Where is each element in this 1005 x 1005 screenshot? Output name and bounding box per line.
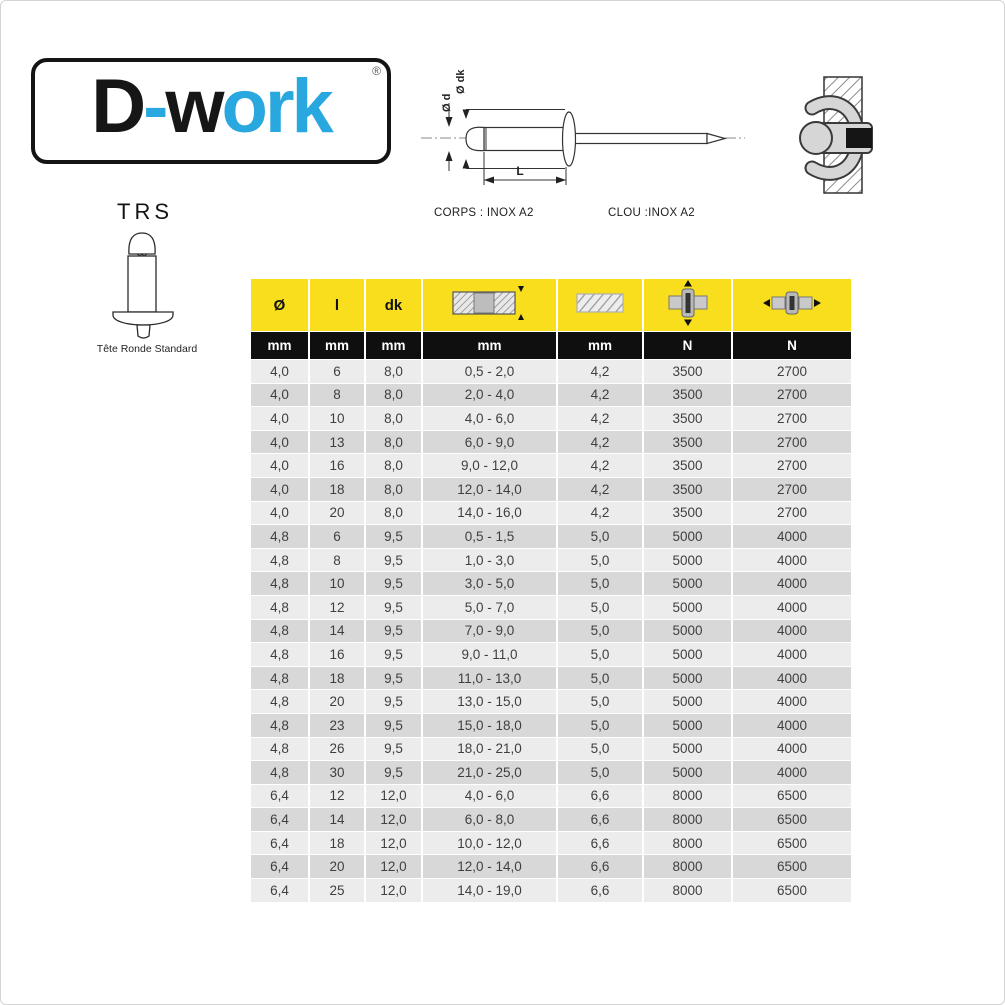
nail-material-label: CLOU :INOX A2 xyxy=(608,207,695,219)
table-row xyxy=(251,407,851,430)
table-row xyxy=(251,690,851,713)
spec-cell: 5,0 xyxy=(558,572,642,595)
spec-cell: 9,5 xyxy=(366,714,421,737)
spec-cell: 9,5 xyxy=(366,549,421,572)
spec-cell: 10 xyxy=(310,572,364,595)
spec-cell: 6500 xyxy=(733,785,851,808)
mandrel-remnant xyxy=(846,128,872,148)
spec-cell: 6,4 xyxy=(251,808,308,831)
spec-cell: 4,8 xyxy=(251,549,308,572)
spec-cell: 20 xyxy=(310,502,364,525)
spec-cell: 5,0 xyxy=(558,667,642,690)
spec-cell: 9,5 xyxy=(366,572,421,595)
spec-cell: 4000 xyxy=(733,714,851,737)
spec-cell: 9,5 xyxy=(366,667,421,690)
table-row xyxy=(251,855,851,878)
spec-cell: 4000 xyxy=(733,761,851,784)
units-header-row xyxy=(251,332,851,359)
spec-cell: 4,2 xyxy=(558,478,642,501)
column-header-clamping-range xyxy=(423,279,556,331)
spec-cell: 4,2 xyxy=(558,407,642,430)
column-header-head-diameter: dk xyxy=(366,279,421,331)
spec-cell: 9,5 xyxy=(366,761,421,784)
spec-cell: 16 xyxy=(310,454,364,477)
spec-cell: 26 xyxy=(310,738,364,761)
table-row xyxy=(251,620,851,643)
spec-cell: 5,0 xyxy=(558,596,642,619)
spec-cell: 13,0 - 15,0 xyxy=(423,690,556,713)
spec-cell: 4,8 xyxy=(251,620,308,643)
spec-cell: 6,4 xyxy=(251,785,308,808)
spec-cell: 4,0 xyxy=(251,360,308,383)
spec-cell: 12,0 xyxy=(366,855,421,878)
brand-logo xyxy=(31,58,391,164)
spec-cell: 5000 xyxy=(644,761,731,784)
spec-cell: 6500 xyxy=(733,855,851,878)
spec-cell: 5000 xyxy=(644,738,731,761)
symbol-header-row xyxy=(251,279,851,331)
spec-cell: 4000 xyxy=(733,690,851,713)
table-row xyxy=(251,549,851,572)
tensile-strength-icon xyxy=(763,288,821,318)
spec-cell: 4,2 xyxy=(558,360,642,383)
spec-cell: 2700 xyxy=(733,407,851,430)
arrow-left xyxy=(484,177,494,184)
body-material-label: CORPS : INOX A2 xyxy=(434,207,534,219)
stem xyxy=(137,325,150,338)
mandrel-tip xyxy=(707,134,725,144)
spec-cell: 8,0 xyxy=(366,407,421,430)
spec-cell: 4000 xyxy=(733,549,851,572)
spec-cell: 6,4 xyxy=(251,855,308,878)
spec-cell: 4000 xyxy=(733,738,851,761)
spec-cell: 8000 xyxy=(644,879,731,902)
spec-cell: 2700 xyxy=(733,384,851,407)
spec-cell: 6,6 xyxy=(558,808,642,831)
flange xyxy=(113,312,173,325)
spec-cell: 8,0 xyxy=(366,478,421,501)
mandrel-ball-head xyxy=(800,122,832,154)
spec-cell: 6500 xyxy=(733,832,851,855)
spec-cell: 6,0 - 8,0 xyxy=(423,808,556,831)
spec-cell: 3500 xyxy=(644,431,731,454)
spec-cell: 12 xyxy=(310,785,364,808)
spec-cell: 5,0 - 7,0 xyxy=(423,596,556,619)
spec-cell: 5000 xyxy=(644,667,731,690)
spec-cell: 5000 xyxy=(644,690,731,713)
spec-cell: 2700 xyxy=(733,360,851,383)
spec-cell: 5,0 xyxy=(558,549,642,572)
spec-cell: 9,0 - 11,0 xyxy=(423,643,556,666)
spec-cell: 6,0 - 9,0 xyxy=(423,431,556,454)
spec-cell: 16 xyxy=(310,643,364,666)
column-header-shear-strength xyxy=(644,279,731,331)
spec-cell: 2700 xyxy=(733,454,851,477)
spec-cell: 5,0 xyxy=(558,525,642,548)
table-row xyxy=(251,478,851,501)
table-row xyxy=(251,431,851,454)
spec-cell: 18 xyxy=(310,832,364,855)
table-row xyxy=(251,738,851,761)
spec-cell: 8 xyxy=(310,384,364,407)
column-header-diameter: Ø xyxy=(251,279,308,331)
spec-cell: 2700 xyxy=(733,431,851,454)
spec-cell: 4,8 xyxy=(251,572,308,595)
spec-cell: 10,0 - 12,0 xyxy=(423,832,556,855)
spec-cell: 3500 xyxy=(644,384,731,407)
spec-cell: 6500 xyxy=(733,808,851,831)
spec-cell: 18 xyxy=(310,478,364,501)
spec-cell: 1,0 - 3,0 xyxy=(423,549,556,572)
arrow-right xyxy=(556,177,566,184)
spec-cell: 9,5 xyxy=(366,525,421,548)
table-row xyxy=(251,525,851,548)
spec-cell: 12,0 xyxy=(366,785,421,808)
table-row xyxy=(251,785,851,808)
spec-cell: 18 xyxy=(310,667,364,690)
spec-cell: 0,5 - 2,0 xyxy=(423,360,556,383)
body xyxy=(128,256,156,312)
spec-cell: 4,8 xyxy=(251,525,308,548)
dim-label-dk: Ø dk xyxy=(455,69,467,94)
spec-cell: 8,0 xyxy=(366,502,421,525)
spec-cell: 4,0 xyxy=(251,478,308,501)
spec-cell: 8 xyxy=(310,549,364,572)
spec-cell: 4,2 xyxy=(558,384,642,407)
spec-cell: 9,5 xyxy=(366,738,421,761)
spec-cell: 9,5 xyxy=(366,643,421,666)
spec-cell: 8000 xyxy=(644,832,731,855)
arrow-down xyxy=(446,117,453,127)
spec-cell: 8000 xyxy=(644,808,731,831)
spec-cell: 3500 xyxy=(644,454,731,477)
spec-cell: 4,8 xyxy=(251,714,308,737)
spec-cell: 14 xyxy=(310,808,364,831)
spec-cell: 4,0 - 6,0 xyxy=(423,785,556,808)
table-row xyxy=(251,714,851,737)
brand-logo-text: D-work xyxy=(91,64,331,149)
unit-cell: N xyxy=(644,332,731,359)
spec-cell: 6500 xyxy=(733,879,851,902)
spec-cell: 2700 xyxy=(733,478,851,501)
product-caption: Tête Ronde Standard xyxy=(96,343,198,355)
spec-cell: 14,0 - 16,0 xyxy=(423,502,556,525)
spec-cell: 18,0 - 21,0 xyxy=(423,738,556,761)
table-row xyxy=(251,596,851,619)
round-head xyxy=(129,233,155,254)
spec-cell: 4,8 xyxy=(251,738,308,761)
table-row xyxy=(251,808,851,831)
spec-cell: 5,0 xyxy=(558,738,642,761)
spec-cell: 9,0 - 12,0 xyxy=(423,454,556,477)
spec-cell: 20 xyxy=(310,855,364,878)
spec-cell: 5000 xyxy=(644,596,731,619)
unit-cell: mm xyxy=(310,332,364,359)
spec-cell: 8,0 xyxy=(366,454,421,477)
table-row xyxy=(251,572,851,595)
table-row xyxy=(251,761,851,784)
spec-cell: 8,0 xyxy=(366,384,421,407)
dim-label-l: L xyxy=(516,164,524,178)
spec-cell: 8,0 xyxy=(366,360,421,383)
spec-cell: 5000 xyxy=(644,525,731,548)
spec-cell: 0,5 - 1,5 xyxy=(423,525,556,548)
spec-cell: 3500 xyxy=(644,502,731,525)
spec-cell: 4,0 xyxy=(251,384,308,407)
drill-diameter-icon xyxy=(576,293,624,313)
spec-cell: 6 xyxy=(310,360,364,383)
spec-cell: 6,6 xyxy=(558,832,642,855)
spec-cell: 5000 xyxy=(644,620,731,643)
spec-cell: 5,0 xyxy=(558,690,642,713)
clamping-range-icon xyxy=(452,286,528,320)
installed-rivet-cross-section xyxy=(796,51,976,201)
spec-cell: 13 xyxy=(310,431,364,454)
spec-cell: 6,6 xyxy=(558,855,642,878)
specifications-table xyxy=(249,278,853,903)
spec-cell: 8,0 xyxy=(366,431,421,454)
spec-cell: 5,0 xyxy=(558,714,642,737)
shear-strength-icon xyxy=(668,280,708,326)
spec-cell: 12 xyxy=(310,596,364,619)
spec-cell: 6,4 xyxy=(251,832,308,855)
spec-cell: 3,0 - 5,0 xyxy=(423,572,556,595)
table-row xyxy=(251,832,851,855)
unit-cell: mm xyxy=(423,332,556,359)
column-header-length: l xyxy=(310,279,364,331)
unit-cell: mm xyxy=(251,332,308,359)
table-row xyxy=(251,502,851,525)
arrow-down xyxy=(463,110,470,120)
spec-cell: 25 xyxy=(310,879,364,902)
rivet-head xyxy=(466,127,484,150)
rivet-dimension-diagram xyxy=(419,53,749,203)
spec-cell: 12,0 xyxy=(366,879,421,902)
spec-cell: 30 xyxy=(310,761,364,784)
spec-cell: 4,0 xyxy=(251,454,308,477)
spec-cell: 4,0 xyxy=(251,407,308,430)
spec-cell: 12,0 - 14,0 xyxy=(423,478,556,501)
spec-cell: 5000 xyxy=(644,643,731,666)
spec-cell: 15,0 - 18,0 xyxy=(423,714,556,737)
table-row xyxy=(251,643,851,666)
spec-cell: 8000 xyxy=(644,785,731,808)
spec-cell: 14 xyxy=(310,620,364,643)
rivet-flange xyxy=(563,112,576,166)
spec-cell: 4,8 xyxy=(251,596,308,619)
spec-cell: 6,4 xyxy=(251,879,308,902)
spec-cell: 5000 xyxy=(644,714,731,737)
trs-rivet-illustration xyxy=(96,229,196,344)
spec-cell: 4,8 xyxy=(251,690,308,713)
spec-cell: 10 xyxy=(310,407,364,430)
spec-cell: 8000 xyxy=(644,855,731,878)
spec-cell: 4000 xyxy=(733,620,851,643)
spec-cell: 4,0 xyxy=(251,431,308,454)
column-header-drill-diameter xyxy=(558,279,642,331)
spec-cell: 9,5 xyxy=(366,690,421,713)
spec-cell: 4,2 xyxy=(558,502,642,525)
unit-cell: mm xyxy=(366,332,421,359)
spec-cell: 9,5 xyxy=(366,596,421,619)
spec-cell: 4,2 xyxy=(558,431,642,454)
table-row xyxy=(251,360,851,383)
registered-trademark-icon: ® xyxy=(372,64,381,78)
spec-cell: 9,5 xyxy=(366,620,421,643)
column-header-tensile-strength xyxy=(733,279,851,331)
spec-cell: 21,0 - 25,0 xyxy=(423,761,556,784)
spec-cell: 6 xyxy=(310,525,364,548)
spec-cell: 6,6 xyxy=(558,879,642,902)
spec-cell: 4000 xyxy=(733,572,851,595)
spec-cell: 20 xyxy=(310,690,364,713)
spec-cell: 4000 xyxy=(733,667,851,690)
spec-cell: 2700 xyxy=(733,502,851,525)
arrow-up xyxy=(463,159,470,169)
spec-cell: 2,0 - 4,0 xyxy=(423,384,556,407)
spec-cell: 5,0 xyxy=(558,761,642,784)
unit-cell: mm xyxy=(558,332,642,359)
spec-cell: 6,6 xyxy=(558,785,642,808)
spec-cell: 12,0 - 14,0 xyxy=(423,855,556,878)
spec-cell: 4,0 - 6,0 xyxy=(423,407,556,430)
dim-label-d: Ø d xyxy=(441,93,453,112)
spec-cell: 3500 xyxy=(644,407,731,430)
spec-cell: 4,8 xyxy=(251,761,308,784)
spec-cell: 4000 xyxy=(733,525,851,548)
table-row xyxy=(251,384,851,407)
spec-cell: 7,0 - 9,0 xyxy=(423,620,556,643)
spec-cell: 11,0 - 13,0 xyxy=(423,667,556,690)
mandrel-shaft xyxy=(575,134,707,144)
spec-cell: 12,0 xyxy=(366,832,421,855)
spec-cell: 23 xyxy=(310,714,364,737)
spec-cell: 4000 xyxy=(733,643,851,666)
spec-cell: 14,0 - 19,0 xyxy=(423,879,556,902)
spec-cell: 4,2 xyxy=(558,454,642,477)
spec-cell: 5,0 xyxy=(558,620,642,643)
table-row xyxy=(251,454,851,477)
rivet-body xyxy=(484,128,566,151)
spec-cell: 4,8 xyxy=(251,643,308,666)
product-code-title: TRS xyxy=(117,199,173,224)
table-row xyxy=(251,879,851,902)
spec-cell: 4,8 xyxy=(251,667,308,690)
arrow-up xyxy=(446,151,453,161)
table-row xyxy=(251,667,851,690)
spec-cell: 5000 xyxy=(644,572,731,595)
spec-cell: 4000 xyxy=(733,596,851,619)
spec-cell: 5,0 xyxy=(558,643,642,666)
spec-cell: 5000 xyxy=(644,549,731,572)
unit-cell: N xyxy=(733,332,851,359)
spec-cell: 3500 xyxy=(644,360,731,383)
spec-cell: 4,0 xyxy=(251,502,308,525)
spec-cell: 12,0 xyxy=(366,808,421,831)
spec-cell: 3500 xyxy=(644,478,731,501)
